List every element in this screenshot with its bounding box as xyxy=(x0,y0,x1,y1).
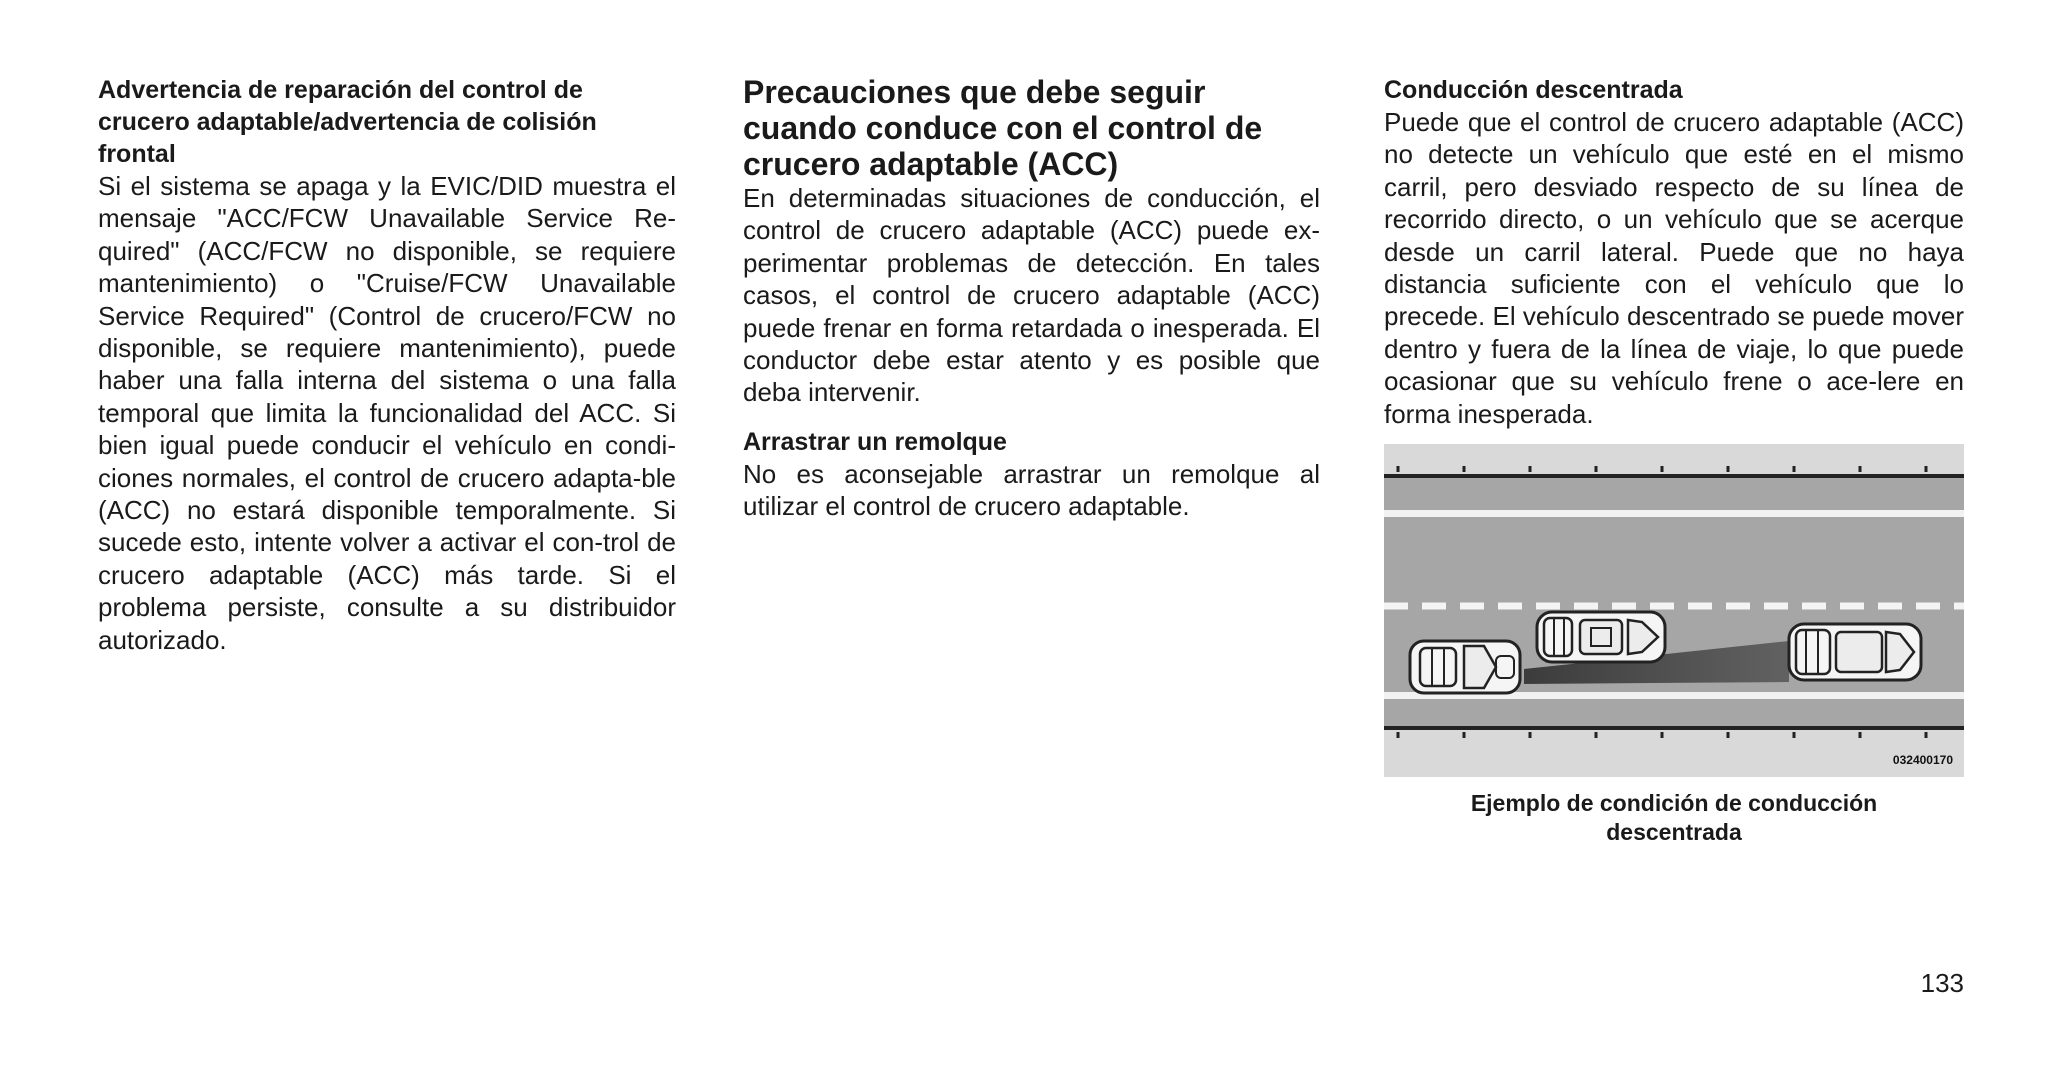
road-line-upper xyxy=(1384,510,1964,517)
acc-repair-warning-paragraph: Si el sistema se apaga y la EVIC/DID muestra el mensaje "ACC/FCW Unavailable Service Re-quired" (ACC/FCW no disponible, se requiere mantenimiento) o "Cruise/FCW Unavailable Service Required" (Control de crucero/FCW no disponible, se requiere mantenimiento), puede haber una falla interna del sistema o una falla temporal que limita la funcionalidad del ACC. Si bien igual puede conducir el vehículo en condi-ciones normales, el control de crucero adapta-ble (ACC) no estará disponible temporalmente. Si sucede esto, intente volver a activar el con-trol de crucero adaptable (ACC) más tarde. Si el problema persiste, consulte a su distribuidor autorizado. xyxy=(98,171,676,655)
vehicle-ahead xyxy=(1789,624,1921,680)
offset-driving-heading: Conducción descentrada xyxy=(1384,76,1683,104)
heading-line: Precauciones que debe seguir xyxy=(743,74,1206,110)
heading-line: frontal xyxy=(98,140,176,168)
figure-code: 032400170 xyxy=(1892,753,1953,768)
page-number: 133 xyxy=(1920,968,1964,998)
offset-driving-illustration xyxy=(1384,444,1964,777)
own-vehicle xyxy=(1410,641,1520,693)
heading-line: Advertencia de reparación del control de xyxy=(98,76,583,104)
offset-driving-paragraph: Puede que el control de crucero adaptable (ACC) no detecte un vehículo que esté en el mismo carril, pero desviado respecto de su línea de recorrido directo, o un vehículo que se acerque desde un carril lateral. Puede que no haya distancia suficiente con el vehículo que lo precede. El vehículo descentrado se puede mover dentro y fuera de la línea de viaje, lo que puede ocasionar que su vehículo frene o ace-lere en forma inesperada. xyxy=(1384,107,1964,429)
column-precautions xyxy=(743,74,1320,523)
figure-caption xyxy=(1384,789,1964,847)
heading-line: cuando conduce con el control de xyxy=(743,110,1263,146)
heading-line: crucero adaptable/advertencia de colisión xyxy=(98,108,597,136)
towing-paragraph: No es aconsejable arrastrar un remolque al utilizar el control de crucero adaptable. xyxy=(743,458,1320,522)
caption-line: Ejemplo de condición de conducción xyxy=(1470,790,1878,817)
precautions-paragraph: En determinadas situaciones de conducción, el control de crucero adaptable (ACC) puede ex-perimentar problemas de detección. En tales casos, el control de crucero adaptable (ACC) puede frenar en forma retardada o inesperada. El conductor debe estar atento y es posible que deba intervenir. xyxy=(743,183,1320,408)
heading-line: crucero adaptable (ACC) xyxy=(743,146,1119,182)
towing-heading: Arrastrar un remolque xyxy=(743,427,1007,456)
caption-line: descentrada xyxy=(1606,819,1742,846)
acc-repair-warning-heading xyxy=(98,74,676,170)
column-offset-driving xyxy=(1384,74,1964,847)
column-repair-warning xyxy=(98,74,676,656)
offset-vehicle xyxy=(1537,612,1665,662)
precautions-heading xyxy=(743,74,1320,182)
